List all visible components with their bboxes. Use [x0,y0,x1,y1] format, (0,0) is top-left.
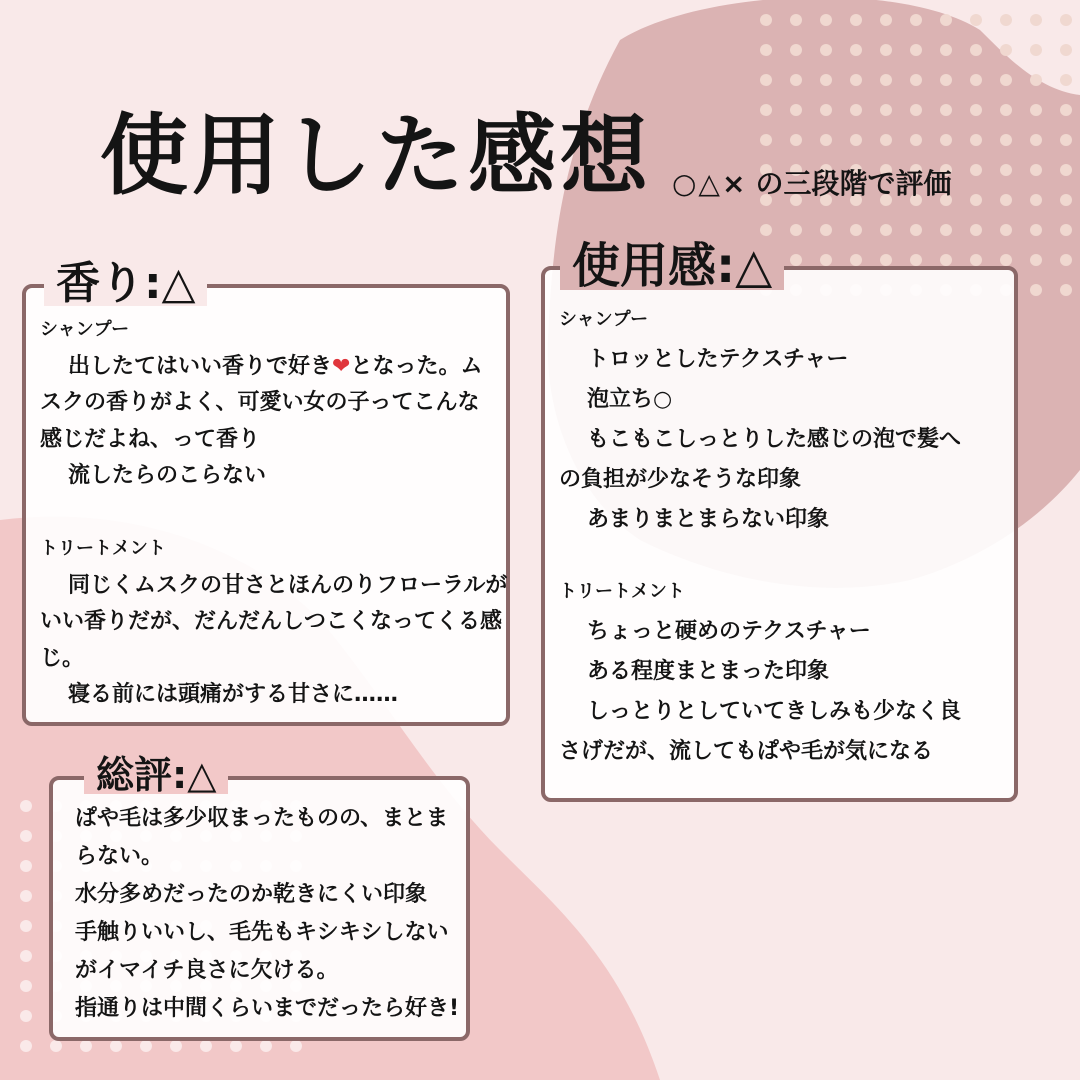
decorative-dot [1000,254,1012,266]
usage-text-line: さげだが、流してもぱや毛が気になる [559,739,934,764]
decorative-dot [910,224,922,236]
decorative-dot [1000,44,1012,56]
decorative-dot [1000,194,1012,206]
decorative-dot [790,44,802,56]
overall-text-line: 水分多めだったのか乾きにくい印象 [75,882,428,907]
decorative-dot [20,830,32,842]
decorative-dot [1000,104,1012,116]
decorative-dot [970,104,982,116]
decorative-dot [760,44,772,56]
decorative-dot [790,224,802,236]
decorative-dot [1060,14,1072,26]
decorative-dot [910,74,922,86]
decorative-dot [970,14,982,26]
decorative-dot [970,164,982,176]
decorative-dot [820,104,832,116]
decorative-dot [1060,164,1072,176]
decorative-dot [20,1010,32,1022]
decorative-dot [880,44,892,56]
decorative-dot [850,254,862,266]
decorative-dot [260,1040,272,1052]
decorative-dot [1030,104,1042,116]
decorative-dot [200,1040,212,1052]
decorative-dot [1060,194,1072,206]
decorative-dot [940,134,952,146]
decorative-dot [880,104,892,116]
overall-review-text [75,800,460,1028]
decorative-dot [910,44,922,56]
scent-heading: 香り:△ [44,262,207,306]
scent-text-line: 寝る前には頭痛がする甘さに…… [68,682,399,707]
decorative-dot [1030,134,1042,146]
decorative-dot [970,44,982,56]
usage-text-line: もこもこしっとりした感じの泡で髪へ [587,427,962,452]
decorative-dot [1000,224,1012,236]
rating-scale-note [672,167,952,200]
decorative-dot [970,74,982,86]
decorative-dot [970,134,982,146]
decorative-dot [760,14,772,26]
decorative-dot [820,44,832,56]
usage-text-line: ある程度まとまった印象 [587,659,830,684]
decorative-dot [20,980,32,992]
decorative-dot [760,74,772,86]
decorative-dot [820,74,832,86]
decorative-dot [850,74,862,86]
decorative-dot [940,224,952,236]
decorative-dot [50,1040,62,1052]
usage-text-line: 泡立ち○ [587,387,673,412]
decorative-dot [1030,224,1042,236]
overall-text-line: らない。 [75,844,164,869]
usage-text-line: しっとりとしていてきしみも少なく良 [587,699,962,724]
usage-text-line: あまりまとまらない印象 [587,507,830,532]
decorative-dot [910,104,922,116]
decorative-dot [850,224,862,236]
decorative-dot [1060,284,1072,296]
scent-text-line: 出したてはいい香りで好き❤となった。ム [68,353,483,379]
scent-text-line: 感じだよね、って香り [40,426,261,452]
decorative-dot [1030,164,1042,176]
decorative-dot [970,224,982,236]
spacer [559,540,1004,572]
decorative-dot [20,860,32,872]
overall-text-line: 指通りは中間くらいまでだったら好き! [75,996,460,1021]
decorative-dot [880,134,892,146]
decorative-dot [970,194,982,206]
scent-text-line: 同じくムスクの甘さとほんのりフローラルが [68,572,508,598]
decorative-dot [290,1040,302,1052]
decorative-dot [1030,74,1042,86]
scent-review-text [40,312,508,714]
decorative-dot [1000,134,1012,146]
decorative-dot [820,134,832,146]
decorative-dot [20,800,32,812]
decorative-dot [20,920,32,932]
decorative-dot [1060,254,1072,266]
decorative-dot [1060,74,1072,86]
decorative-dot [110,1040,122,1052]
overall-text-line: 手触りいいし、毛先もキシキシしない [75,920,449,945]
decorative-dot [940,254,952,266]
page-title: 使用した感想 [100,104,653,207]
decorative-dot [910,254,922,266]
decorative-dot [850,104,862,116]
decorative-dot [820,254,832,266]
decorative-dot [1030,194,1042,206]
scent-review-box [22,284,510,726]
usage-text-line: ちょっと硬めのテクスチャー [587,619,871,644]
rating-caption: の三段階で評価 [755,167,952,200]
decorative-dot [1000,74,1012,86]
decorative-dot [20,1040,32,1052]
overall-review-box [49,776,470,1041]
overall-text-line: ぱや毛は多少収まったものの、まとま [75,806,449,831]
decorative-dot [880,14,892,26]
decorative-dot [1060,224,1072,236]
decorative-dot [80,1040,92,1052]
usage-review-box [541,266,1018,802]
usage-treatment-label: トリートメント [559,581,685,602]
heart-icon: ❤ [332,353,351,379]
decorative-dot [1060,44,1072,56]
decorative-dot [940,74,952,86]
decorative-dot [1030,14,1042,26]
usage-text-line: の負担が少なそうな印象 [559,467,802,492]
decorative-dot [1060,104,1072,116]
decorative-dot [140,1040,152,1052]
decorative-dot [880,254,892,266]
decorative-dot [170,1040,182,1052]
scent-treatment-label: トリートメント [40,538,166,559]
decorative-dot [970,254,982,266]
decorative-dot [880,74,892,86]
usage-review-text [559,300,1004,772]
scent-text-line: いい香りだが、だんだんしつこくなってくる感 [40,609,503,634]
decorative-dot [1000,14,1012,26]
decorative-dot [850,14,862,26]
decorative-dot [20,890,32,902]
decorative-dot [790,254,802,266]
decorative-dot [760,104,772,116]
scent-shampoo-label: シャンプー [40,319,130,340]
usage-heading: 使用感:△ [560,242,784,290]
decorative-dot [20,950,32,962]
decorative-dot [1000,164,1012,176]
decorative-dot [820,14,832,26]
scent-text-line: スクの香りがよく、可愛い女の子ってこんな [40,390,480,415]
overall-heading: 総評:△ [84,756,228,794]
decorative-dot [940,44,952,56]
decorative-dot [880,224,892,236]
overall-text-line: がイマイチ良さに欠ける。 [75,958,339,983]
decorative-dot [790,14,802,26]
decorative-dot [1060,134,1072,146]
decorative-dot [790,134,802,146]
usage-shampoo-label: シャンプー [559,309,649,330]
decorative-dot [850,44,862,56]
rating-marks: ○△× [672,167,748,200]
decorative-dot [850,134,862,146]
usage-text-line: トロッとしたテクスチャー [587,347,849,372]
decorative-dot [1030,44,1042,56]
scent-text-line: 流したらのこらない [68,463,267,488]
decorative-dot [230,1040,242,1052]
decorative-dot [910,134,922,146]
decorative-dot [1030,284,1042,296]
decorative-dot [940,14,952,26]
spacer [40,495,496,532]
decorative-dot [790,104,802,116]
decorative-dot [1030,254,1042,266]
decorative-dot [790,74,802,86]
decorative-dot [760,224,772,236]
decorative-dot [760,134,772,146]
decorative-dot [820,224,832,236]
scent-text-line: じ。 [40,645,85,671]
decorative-dot [940,104,952,116]
decorative-dot [910,14,922,26]
